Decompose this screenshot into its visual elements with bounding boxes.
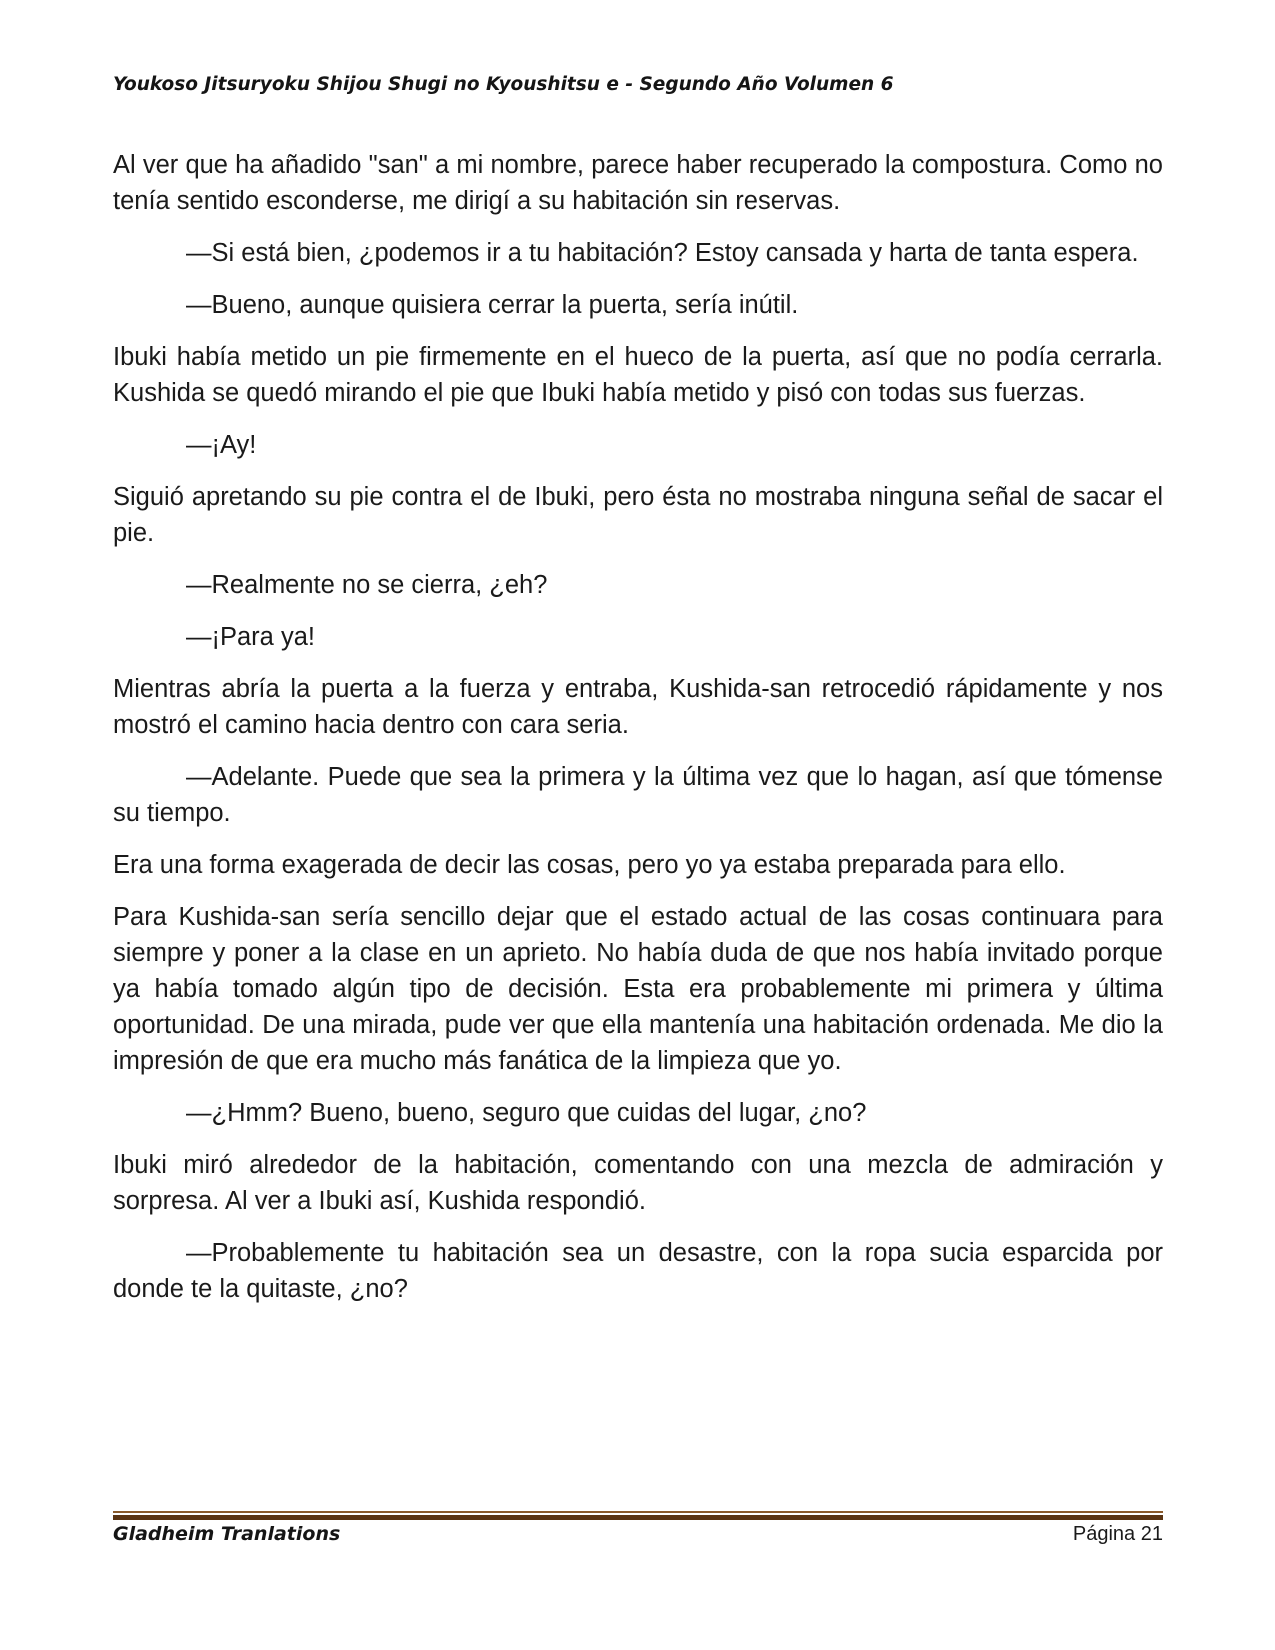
paragraph: Mientras abría la puerta a la fuerza y entraba, Kushida-san retrocedió rápidamente y nos mostró el camino hacia dentro con cara seria. (113, 675, 1163, 739)
footer-divider-thin (113, 1511, 1163, 1513)
paragraph: Siguió apretando su pie contra el de Ibuki, pero ésta no mostraba ninguna señal de sacar el pie. (113, 483, 1163, 547)
dialogue-line: —¿Hmm? Bueno, bueno, seguro que cuidas del lugar, ¿no? (186, 1099, 867, 1127)
page-label: Página (1072, 1523, 1136, 1545)
paragraph: Al ver que ha añadido "san" a mi nombre, parece haber recuperado la compostura. Como no tenía sentido esconderse, me dirigí a su habitación sin reservas. (113, 151, 1163, 215)
page-number (1073, 1523, 1163, 1546)
footer-divider-thick (113, 1515, 1163, 1520)
dialogue-line: —Probablemente tu habitación sea un desastre, con la ropa sucia esparcida por donde te la quitaste, ¿no? (113, 1239, 1163, 1303)
paragraph: Ibuki miró alrededor de la habitación, comentando con una mezcla de admiración y sorpresa. Al ver a Ibuki así, Kushida respondió. (113, 1151, 1163, 1215)
paragraph: Para Kushida-san sería sencillo dejar que el estado actual de las cosas continuara para siempre y poner a la clase en un aprieto. No había duda de que nos había invitado porque ya había tomado algún tipo de decisión. Esta era probablemente mi primera y última oportunidad. De una mirada, pude ver que ella mantenía una habitación ordenada. Me dio la impresión de que era mucho más fanática de la limpieza que yo. (113, 903, 1163, 1075)
page-body (113, 147, 1163, 1323)
paragraph: Era una forma exagerada de decir las cosas, pero yo ya estaba preparada para ello. (113, 851, 1066, 879)
running-header: Youkoso Jitsuryoku Shijou Shugi no Kyoushitsu e - Segundo Año Volumen 6 (113, 74, 894, 95)
dialogue-line: —¡Ay! (186, 431, 257, 459)
paragraph: Ibuki había metido un pie firmemente en el hueco de la puerta, así que no podía cerrarla. Kushida se quedó mirando el pie que Ibuki había metido y pisó con todas sus fuerzas. (113, 343, 1163, 407)
dialogue-line: —Bueno, aunque quisiera cerrar la puerta, sería inútil. (186, 291, 799, 319)
page-number-value: 21 (1140, 1523, 1163, 1545)
dialogue-line: —Realmente no se cierra, ¿eh? (186, 571, 548, 599)
footer-publisher: Gladheim Tranlations (113, 1523, 341, 1545)
dialogue-line: —Si está bien, ¿podemos ir a tu habitación? Estoy cansada y harta de tanta espera. (186, 239, 1139, 267)
dialogue-line: —Adelante. Puede que sea la primera y la última vez que lo hagan, así que tómense su tiempo. (113, 763, 1163, 827)
dialogue-line: —¡Para ya! (186, 623, 315, 651)
